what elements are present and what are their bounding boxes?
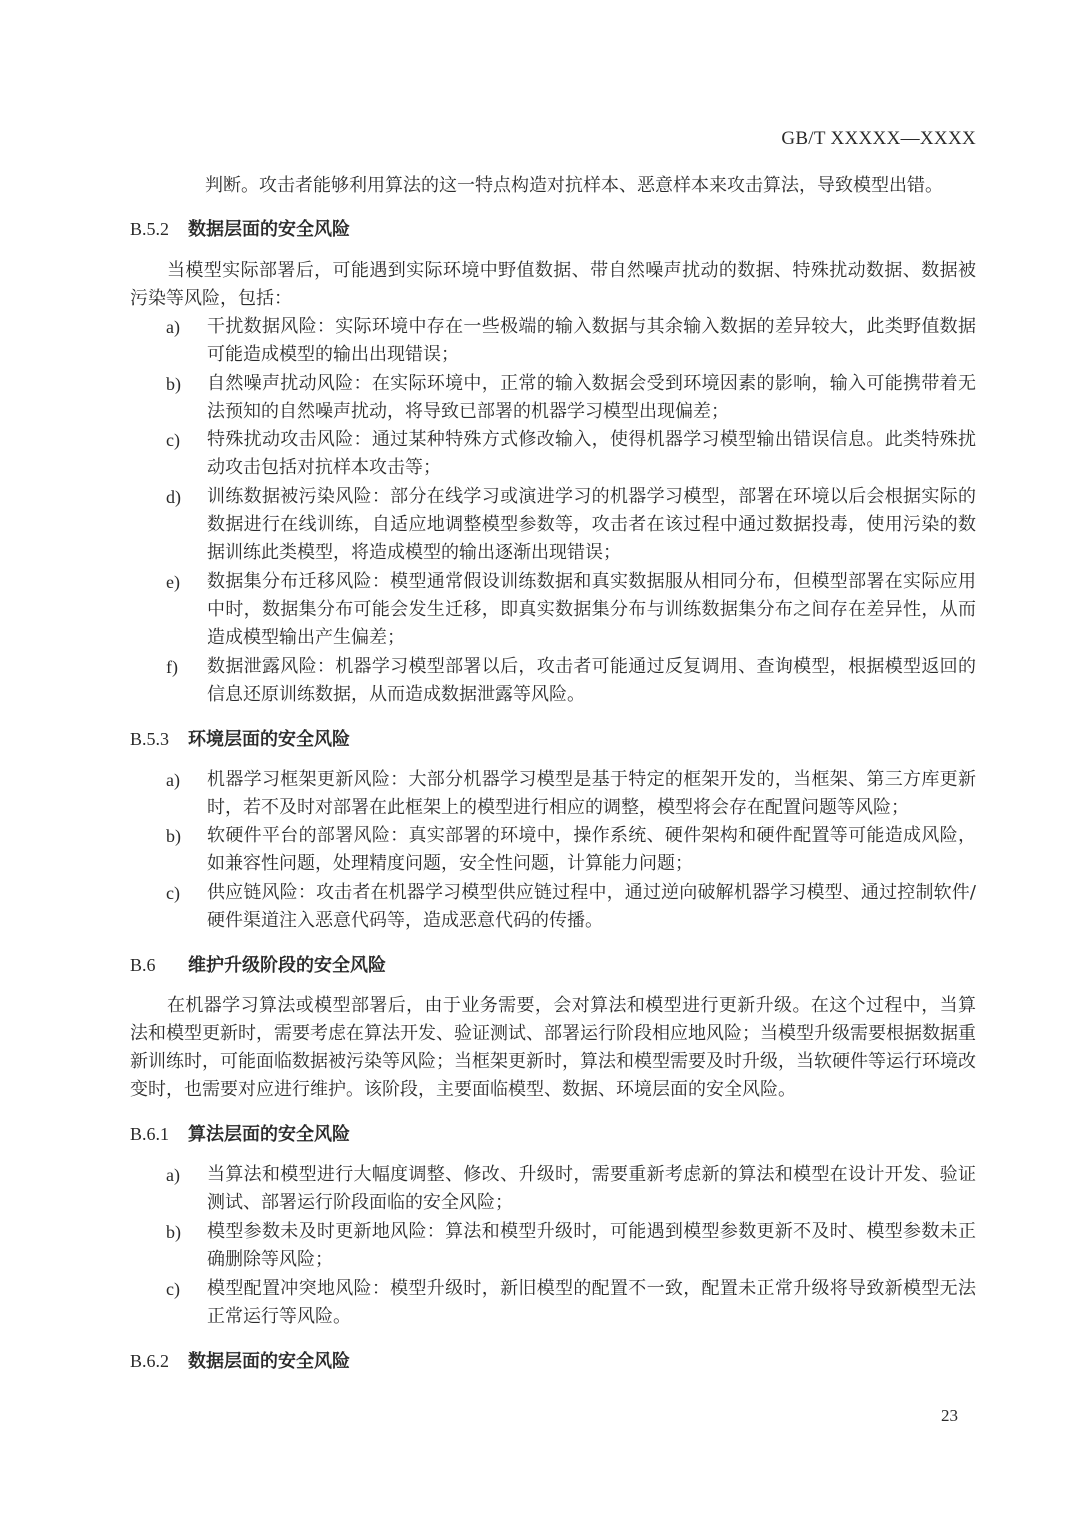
list-item	[166, 313, 976, 369]
section-paragraph: 当模型实际部署后，可能遇到实际环境中野值数据、带自然噪声扰动的数据、特殊扰动数据、数据被污染等风险，包括：	[130, 260, 976, 309]
list-item	[166, 568, 976, 652]
section-heading-b62	[130, 1348, 350, 1375]
list-item	[166, 370, 976, 426]
list-item-label: f)	[166, 657, 178, 677]
list-item	[166, 1161, 976, 1217]
list-item	[166, 426, 976, 482]
section-number: B.5.3	[130, 729, 170, 749]
page-number: 23	[941, 1406, 958, 1425]
section-number: B.5.2	[130, 219, 170, 239]
list-item-label: a)	[166, 770, 180, 790]
section-title: 维护升级阶段的安全风险	[188, 955, 386, 976]
list-item	[166, 822, 976, 878]
list-item-label: b)	[166, 826, 181, 846]
section-heading-b53	[130, 726, 350, 753]
section-number: B.6.2	[130, 1351, 170, 1371]
section-title: 数据层面的安全风险	[188, 219, 350, 240]
section-heading-b61	[130, 1121, 350, 1148]
section-number: B.6.1	[130, 1124, 170, 1144]
continuation-paragraph: 判断。攻击者能够利用算法的这一特点构造对抗样本、恶意样本来攻击算法，导致模型出错。	[205, 175, 943, 196]
list-item-text: 机器学习框架更新风险：大部分机器学习模型是基于特定的框架开发的，当框架、第三方库更新时，若不及时对部署在此框架上的模型进行相应的调整，模型将会存在配置问题等风险；	[207, 769, 976, 818]
list-item-label: b)	[166, 374, 181, 394]
list-item-text: 供应链风险：攻击者在机器学习模型供应链过程中，通过逆向破解机器学习模型、通过控制软件/硬件渠道注入恶意代码等，造成恶意代码的传播。	[207, 882, 976, 931]
list-item-text: 模型参数未及时更新地风险：算法和模型升级时，可能遇到模型参数更新不及时、模型参数未正确删除等风险；	[207, 1221, 976, 1270]
list-item-text: 数据泄露风险：机器学习模型部署以后，攻击者可能通过反复调用、查询模型，根据模型返回的信息还原训练数据，从而造成数据泄露等风险。	[207, 656, 976, 705]
section-title: 算法层面的安全风险	[188, 1124, 350, 1145]
list-item	[166, 879, 976, 935]
section-title: 数据层面的安全风险	[188, 1351, 350, 1372]
list-item-label: b)	[166, 1222, 181, 1242]
list-item-text: 数据集分布迁移风险：模型通常假设训练数据和真实数据服从相同分布，但模型部署在实际应用中时，数据集分布可能会发生迁移，即真实数据集分布与训练数据集分布之间存在差异性，从而造成模型输出产生偏差；	[207, 571, 976, 648]
list-item-text: 自然噪声扰动风险：在实际环境中，正常的输入数据会受到环境因素的影响，输入可能携带着无法预知的自然噪声扰动，将导致已部署的机器学习模型出现偏差；	[207, 373, 976, 422]
list-item-label: c)	[166, 1279, 180, 1299]
document-code-header: GB/T XXXXX—XXXX	[781, 128, 976, 149]
list-item-text: 当算法和模型进行大幅度调整、修改、升级时，需要重新考虑新的算法和模型在设计开发、验证测试、部署运行阶段面临的安全风险；	[207, 1164, 976, 1213]
list-item-label: a)	[166, 1165, 180, 1185]
list-item-text: 干扰数据风险：实际环境中存在一些极端的输入数据与其余输入数据的差异较大，此类野值数据可能造成模型的输出出现错误；	[207, 316, 976, 365]
list-item-text: 训练数据被污染风险：部分在线学习或演进学习的机器学习模型，部署在环境以后会根据实际的数据进行在线训练，自适应地调整模型参数等，攻击者在该过程中通过数据投毒，使用污染的数据训练此类模型，将造成模型的输出逐渐出现错误；	[207, 486, 976, 563]
list-item	[166, 766, 976, 822]
list-item-label: d)	[166, 487, 181, 507]
list-item-text: 特殊扰动攻击风险：通过某种特殊方式修改输入，使得机器学习模型输出错误信息。此类特殊扰动攻击包括对抗样本攻击等；	[207, 429, 976, 478]
section-paragraph: 在机器学习算法或模型部署后，由于业务需要，会对算法和模型进行更新升级。在这个过程中，当算法和模型更新时，需要考虑在算法开发、验证测试、部署运行阶段相应地风险；当模型升级需要根据数据重新训练时，可能面临数据被污染等风险；当框架更新时，算法和模型需要及时升级，当软硬件等运行环境改变时，也需要对应进行维护。该阶段，主要面临模型、数据、环境层面的安全风险。	[130, 995, 976, 1100]
list-item-text: 软硬件平台的部署风险：真实部署的环境中，操作系统、硬件架构和硬件配置等可能造成风险，如兼容性问题，处理精度问题，安全性问题，计算能力问题；	[207, 825, 976, 874]
list-item	[166, 653, 976, 709]
list-item-label: a)	[166, 317, 180, 337]
section-title: 环境层面的安全风险	[188, 729, 350, 750]
section-heading-b6	[130, 952, 386, 979]
list-item	[166, 483, 976, 567]
list-item-label: c)	[166, 883, 180, 903]
section-heading-b52	[130, 216, 350, 243]
list-item-text: 模型配置冲突地风险：模型升级时，新旧模型的配置不一致，配置未正常升级将导致新模型无法正常运行等风险。	[207, 1278, 976, 1327]
list-item-label: c)	[166, 430, 180, 450]
list-item	[166, 1218, 976, 1274]
list-item-label: e)	[166, 572, 180, 592]
section-number: B.6	[130, 955, 156, 975]
list-item	[166, 1275, 976, 1331]
